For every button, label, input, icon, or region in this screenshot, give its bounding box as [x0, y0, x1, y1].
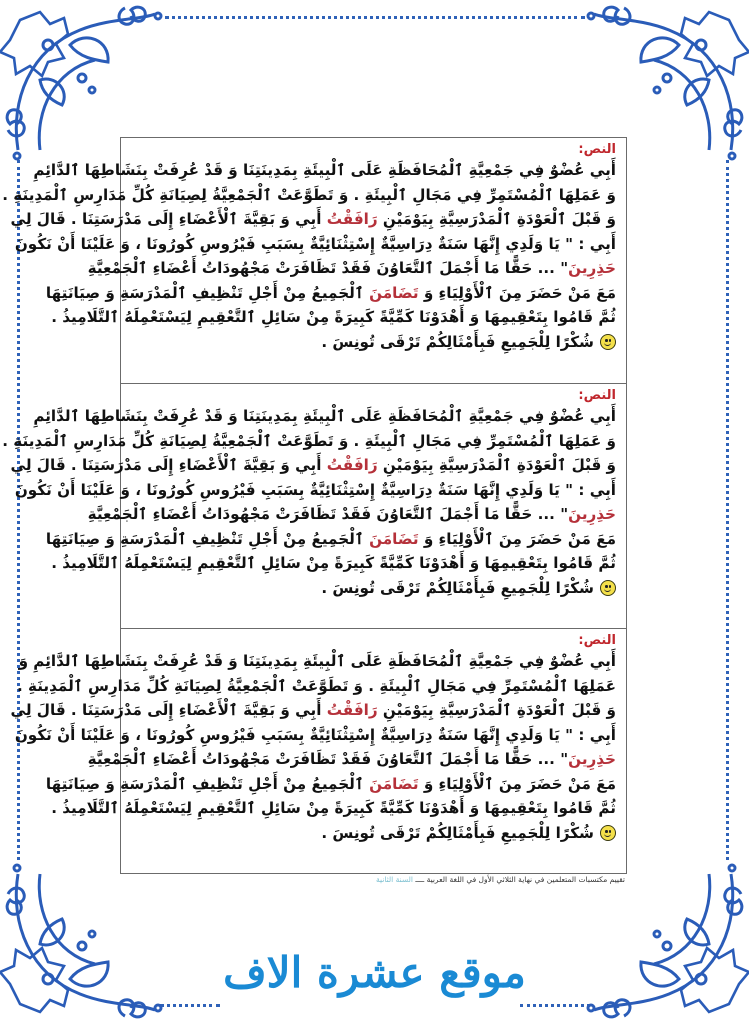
passage-line: مَعَ مَنْ حَضَرَ مِنَ ٱلْأَوْلِيَاءِ وَ تَضَامَنَ ٱلْجَمِيعُ مِنْ أَجْلِ تَنْظِيفِ ٱلْمَدْرَسَةِ وَ صِيَانَتِهَا: [45, 529, 616, 548]
passage-label: النص:: [578, 633, 616, 648]
highlighted-word: رَافَقْتُ: [326, 456, 378, 474]
passage-1: [2, 138, 626, 383]
corner-ornament-bottom-left: [0, 859, 165, 1024]
frame-dotted-left: [17, 160, 20, 860]
passage-line: عَمَلِهَا ٱلْمُسْتَمِرِّ فِي مَجَالِ ٱلْبِيئَةِ . وَ تَطَوَّعَتْ ٱلْجَمْعِيَّةُ لِصِيَانَةِ كُلِّ مَدَارِسِ ٱلْمَدِينَةِ .: [16, 676, 616, 695]
passage-3: [10, 628, 626, 873]
passage-line: ثُمَّ قَامُوا بِتَعْقِيمِهَا وَ أَهْدَوْنَا كَمِّيَّةً كَبِيرَةً مِنْ سَائِلِ ٱلتَّعْقِيمِ لِيَسْتَعْمِلَهُ ٱلتَّلَامِيذُ .: [51, 799, 616, 817]
smiley-face-icon: [600, 580, 616, 596]
passage-line: مَعَ مَنْ حَضَرَ مِنَ ٱلْأَوْلِيَاءِ وَ تَضَامَنَ ٱلْجَمِيعُ مِنْ أَجْلِ تَنْظِيفِ ٱلْمَدْرَسَةِ وَ صِيَانَتِهَا: [45, 283, 616, 302]
passage-line: ثُمَّ قَامُوا بِتَعْقِيمِهَا وَ أَهْدَوْنَا كَمِّيَّةً كَبِيرَةً مِنْ سَائِلِ ٱلتَّعْقِيمِ لِيَسْتَعْمِلَهُ ٱلتَّلَامِيذُ .: [51, 308, 616, 326]
passage-line: أَبِي : " يَا وَلَدِي إِنَّهَا سَنَةٌ دِرَاسِيَّةٌ إِسْتِثْنَائِيَّةٌ بِسَبَبِ فَيْرُوسِ كُورُونَا ، وَ عَلَيْنَا أَنْ نَكُونَ: [14, 480, 616, 499]
site-brand-watermark: موقع عشرة الاف: [223, 948, 526, 997]
passage-line: ثُمَّ قَامُوا بِتَعْقِيمِهَا وَ أَهْدَوْنَا كَمِّيَّةً كَبِيرَةً مِنْ سَائِلِ ٱلتَّعْقِيمِ لِيَسْتَعْمِلَهُ ٱلتَّلَامِيذُ .: [51, 554, 616, 572]
frame-dotted-top: [165, 16, 585, 19]
passage-line: وَ عَمَلِهَا ٱلْمُسْتَمِرِّ فِي مَجَالِ ٱلْبِيئَةِ . وَ تَطَوَّعَتْ ٱلْجَمْعِيَّةُ لِصِيَانَةِ كُلِّ مَدَارِسِ ٱلْمَدِينَةِ .: [2, 431, 616, 450]
highlighted-word: تَضَامَنَ: [369, 283, 419, 302]
frame-dotted-bottom-right: [520, 1004, 590, 1007]
highlighted-word: حَذِرِينَ: [568, 505, 616, 523]
highlighted-word: حَذِرِينَ: [568, 750, 616, 768]
smiley-face-icon: [600, 825, 616, 841]
highlighted-word: حَذِرِينَ: [568, 259, 616, 277]
smiley-face-icon: [600, 334, 616, 350]
passage-closing-line: شُكْرًا لِلْجَمِيعِ فَبِأَمْثَالِكُمْ تَرْقَى تُونِسَ .: [127, 821, 616, 846]
passage-2: [2, 383, 626, 628]
floral-corner-icon: [0, 859, 165, 1024]
passage-line: مَعَ مَنْ حَضَرَ مِنَ ٱلْأَوْلِيَاءِ وَ تَضَامَنَ ٱلْجَمِيعُ مِنْ أَجْلِ تَنْظِيفِ ٱلْمَدْرَسَةِ وَ صِيَانَتِهَا: [45, 774, 616, 793]
passage-line: أَبِي عُضْوٌ فِي جَمْعِيَّةِ ٱلْمُحَافَظَةِ عَلَى ٱلْبِيئَةِ بِمَدِينَتِنَا وَ قَدْ عُرِفَتْ بِنَشَاطِهَا ٱلدَّائِمِ: [33, 407, 616, 425]
highlighted-word: تَضَامَنَ: [369, 529, 419, 548]
frame-dotted-right: [726, 160, 729, 860]
passage-line: وَ عَمَلِهَا ٱلْمُسْتَمِرِّ فِي مَجَالِ ٱلْبِيئَةِ . وَ تَطَوَّعَتْ ٱلْجَمْعِيَّةُ لِصِيَانَةِ كُلِّ مَدَارِسِ ٱلْمَدِينَةِ .: [2, 185, 616, 204]
passage-line: أَبِي : " يَا وَلَدِي إِنَّهَا سَنَةٌ دِرَاسِيَّةٌ إِسْتِثْنَائِيَّةٌ بِسَبَبِ فَيْرُوسِ كُورُونَا ، وَ عَلَيْنَا أَنْ نَكُونَ: [14, 725, 616, 744]
highlighted-word: رَافَقْتُ: [326, 210, 378, 228]
passage-closing-line: شُكْرًا لِلْجَمِيعِ فَبِأَمْثَالِكُمْ تَرْقَى تُونِسَ .: [127, 330, 616, 355]
passage-line: أَبِي عُضْوٌ فِي جَمْعِيَّةِ ٱلْمُحَافَظَةِ عَلَى ٱلْبِيئَةِ بِمَدِينَتِنَا وَ قَدْ عُرِفَتْ بِنَشَاطِهَا ٱلدَّائِمِ وَ: [18, 652, 616, 670]
passage-line: حَذِرِينَ" ... حَقًّا مَا أَجْمَلَ ٱلتَّعَاوُنَ فَقَدْ تَظَافَرَتْ مَجْهُودَاتُ أَعْضَاءِ ٱلْجَمْعِيَّةِ: [87, 750, 616, 768]
passage-line: أَبِي : " يَا وَلَدِي إِنَّهَا سَنَةٌ دِرَاسِيَّةٌ إِسْتِثْنَائِيَّةٌ بِسَبَبِ فَيْرُوسِ كُورُونَا ، وَ عَلَيْنَا أَنْ نَكُونَ: [14, 234, 616, 253]
passage-label: النص:: [578, 142, 616, 157]
highlighted-word: تَضَامَنَ: [369, 774, 419, 793]
passage-line: أَبِي عُضْوٌ فِي جَمْعِيَّةِ ٱلْمُحَافَظَةِ عَلَى ٱلْبِيئَةِ بِمَدِينَتِنَا وَ قَدْ عُرِفَتْ بِنَشَاطِهَا ٱلدَّائِمِ: [33, 161, 616, 179]
passage-line: وَ قَبْلَ ٱلْعَوْدَةِ ٱلْمَدْرَسِيَّةِ بِيَوْمَيْنِ رَافَقْتُ أَبِي وَ بَقِيَّةَ ٱلْأَعْضَاءِ إِلَى مَدْرَسَتِنَا . قَالَ لِي: [10, 701, 616, 719]
frame-dotted-bottom: [160, 1004, 220, 1007]
passage-line: وَ قَبْلَ ٱلْعَوْدَةِ ٱلْمَدْرَسِيَّةِ بِيَوْمَيْنِ رَافَقْتُ أَبِي وَ بَقِيَّةَ ٱلْأَعْضَاءِ إِلَى مَدْرَسَتِنَا . قَالَ لِي: [10, 456, 616, 474]
document-sheet: [2, 137, 627, 874]
page-footer-note: [340, 875, 625, 884]
passage-closing-line: شُكْرًا لِلْجَمِيعِ فَبِأَمْثَالِكُمْ تَرْقَى تُونِسَ .: [127, 576, 616, 601]
passage-line: حَذِرِينَ" ... حَقًّا مَا أَجْمَلَ ٱلتَّعَاوُنَ فَقَدْ تَظَافَرَتْ مَجْهُودَاتُ أَعْضَاءِ ٱلْجَمْعِيَّةِ: [87, 505, 616, 523]
footer-note-grade: السنة الثانية: [375, 875, 413, 884]
passage-line: وَ قَبْلَ ٱلْعَوْدَةِ ٱلْمَدْرَسِيَّةِ بِيَوْمَيْنِ رَافَقْتُ أَبِي وَ بَقِيَّةَ ٱلْأَعْضَاءِ إِلَى مَدْرَسَتِنَا . قَالَ لِي: [10, 210, 616, 228]
highlighted-word: رَافَقْتُ: [326, 701, 378, 719]
footer-note-text: تقييم مكتسبات المتعلمين في نهاية الثلاثي الأول في اللغة العربية ــــ: [415, 875, 625, 884]
passage-line: حَذِرِينَ" ... حَقًّا مَا أَجْمَلَ ٱلتَّعَاوُنَ فَقَدْ تَظَافَرَتْ مَجْهُودَاتُ أَعْضَاءِ ٱلْجَمْعِيَّةِ: [87, 259, 616, 277]
passage-label: النص:: [578, 388, 616, 403]
